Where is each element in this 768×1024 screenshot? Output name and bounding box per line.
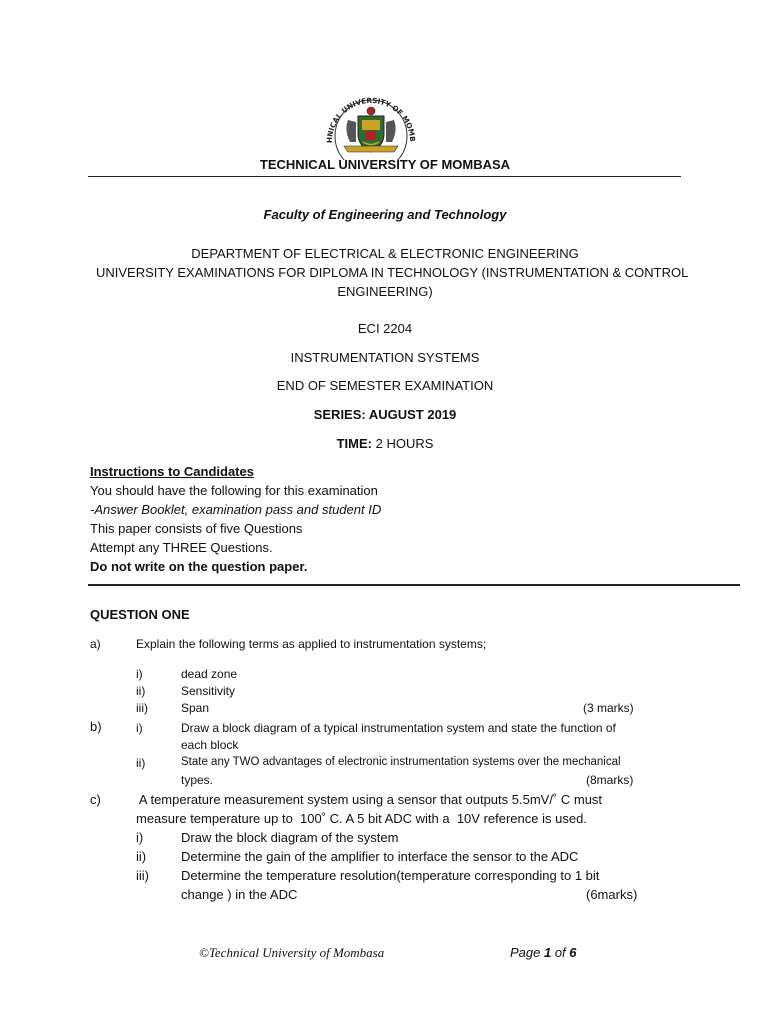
instruction-line: Attempt any THREE Questions. — [90, 540, 273, 555]
footer-copyright: ©Technical University of Mombasa — [199, 945, 385, 960]
university-name: TECHNICAL UNIVERSITY OF MOMBASA — [259, 157, 511, 172]
course-code: ECI 2204 — [357, 321, 413, 336]
part-b-item-text: State any TWO advantages of electronic instrumentation systems over the mechanical — [181, 756, 621, 768]
part-b-label: b) — [90, 719, 102, 734]
part-c-label: c) — [90, 792, 101, 807]
instructions-heading: Instructions to Candidates — [90, 464, 254, 479]
part-c-item-num: iii) — [136, 868, 149, 883]
exam-title-line2: ENGINEERING) — [337, 284, 433, 299]
instruction-line: You should have the following for this examination — [90, 483, 378, 498]
course-title: INSTRUMENTATION SYSTEMS — [290, 350, 480, 365]
page-prefix: Page — [510, 945, 544, 960]
part-c-item-text: Determine the gain of the amplifier to interface the sensor to the ADC — [181, 849, 579, 864]
part-c-item-text: change ) in the ADC — [181, 887, 298, 902]
instruction-line: This paper consists of five Questions — [90, 521, 303, 536]
part-a-item-num: i) — [136, 667, 143, 681]
instruction-line: -Answer Booklet, examination pass and student ID — [90, 502, 382, 517]
part-b-item-text: Draw a block diagram of a typical instrumentation system and state the function of — [181, 721, 616, 735]
part-c-item-text: Determine the temperature resolution(temperature corresponding to 1 bit — [181, 868, 600, 883]
logo-ring-text: HNICAL UNIVERSITY OF MOMB — [324, 95, 418, 144]
part-b-marks: (8marks) — [586, 773, 634, 787]
part-b-item-text: each block — [181, 738, 239, 752]
exam-series: SERIES: AUGUST 2019 — [313, 407, 457, 422]
part-a-item-text: dead zone — [181, 667, 238, 681]
department-name: DEPARTMENT OF ELECTRICAL & ELECTRONIC ENGINEERING — [191, 246, 579, 261]
instructions-divider — [88, 584, 740, 586]
part-c-marks: (6marks) — [586, 887, 638, 902]
part-c-text: A temperature measurement system using a sensor that outputs 5.5mV/˚ C must — [136, 792, 603, 807]
university-logo — [318, 90, 424, 160]
exam-type: END OF SEMESTER EXAMINATION — [276, 378, 494, 393]
page-current: 1 — [543, 945, 552, 960]
instruction-warning: Do not write on the question paper. — [90, 559, 308, 574]
question-title: QUESTION ONE — [90, 607, 190, 622]
part-a-item-num: iii) — [136, 701, 148, 715]
part-c-item-num: i) — [136, 830, 144, 845]
part-c-text: measure temperature up to 100˚ C. A 5 bit ADC with a 10V reference is used. — [136, 811, 587, 826]
part-a-marks: (3 marks) — [583, 701, 634, 715]
part-a-item-text: Span — [181, 701, 210, 715]
part-c-item-num: ii) — [136, 849, 147, 864]
header-divider — [88, 176, 681, 177]
part-b-item-num: i) — [136, 721, 143, 735]
part-c-item-text: Draw the block diagram of the system — [181, 830, 399, 845]
page-of: of — [551, 945, 570, 960]
part-a-item-text: Sensitivity — [181, 684, 236, 698]
university-crest-icon — [318, 90, 424, 160]
part-a-label: a) — [90, 637, 101, 651]
exam-title-line1: UNIVERSITY EXAMINATIONS FOR DIPLOMA IN TECHNOLOGY (INSTRUMENTATION & CONTROL — [96, 265, 689, 280]
faculty-name: Faculty of Engineering and Technology — [263, 207, 507, 222]
time-value: 2 HOURS — [371, 436, 434, 451]
part-a-text: Explain the following terms as applied to instrumentation systems; — [136, 637, 487, 651]
part-b-item-num: ii) — [136, 756, 146, 770]
footer-page-number — [510, 945, 577, 960]
page-total: 6 — [569, 945, 577, 960]
part-a-item-num: ii) — [136, 684, 146, 698]
time-label: TIME: — [336, 436, 372, 451]
part-b-item-text: types. — [181, 773, 214, 787]
exam-time — [80, 436, 690, 451]
